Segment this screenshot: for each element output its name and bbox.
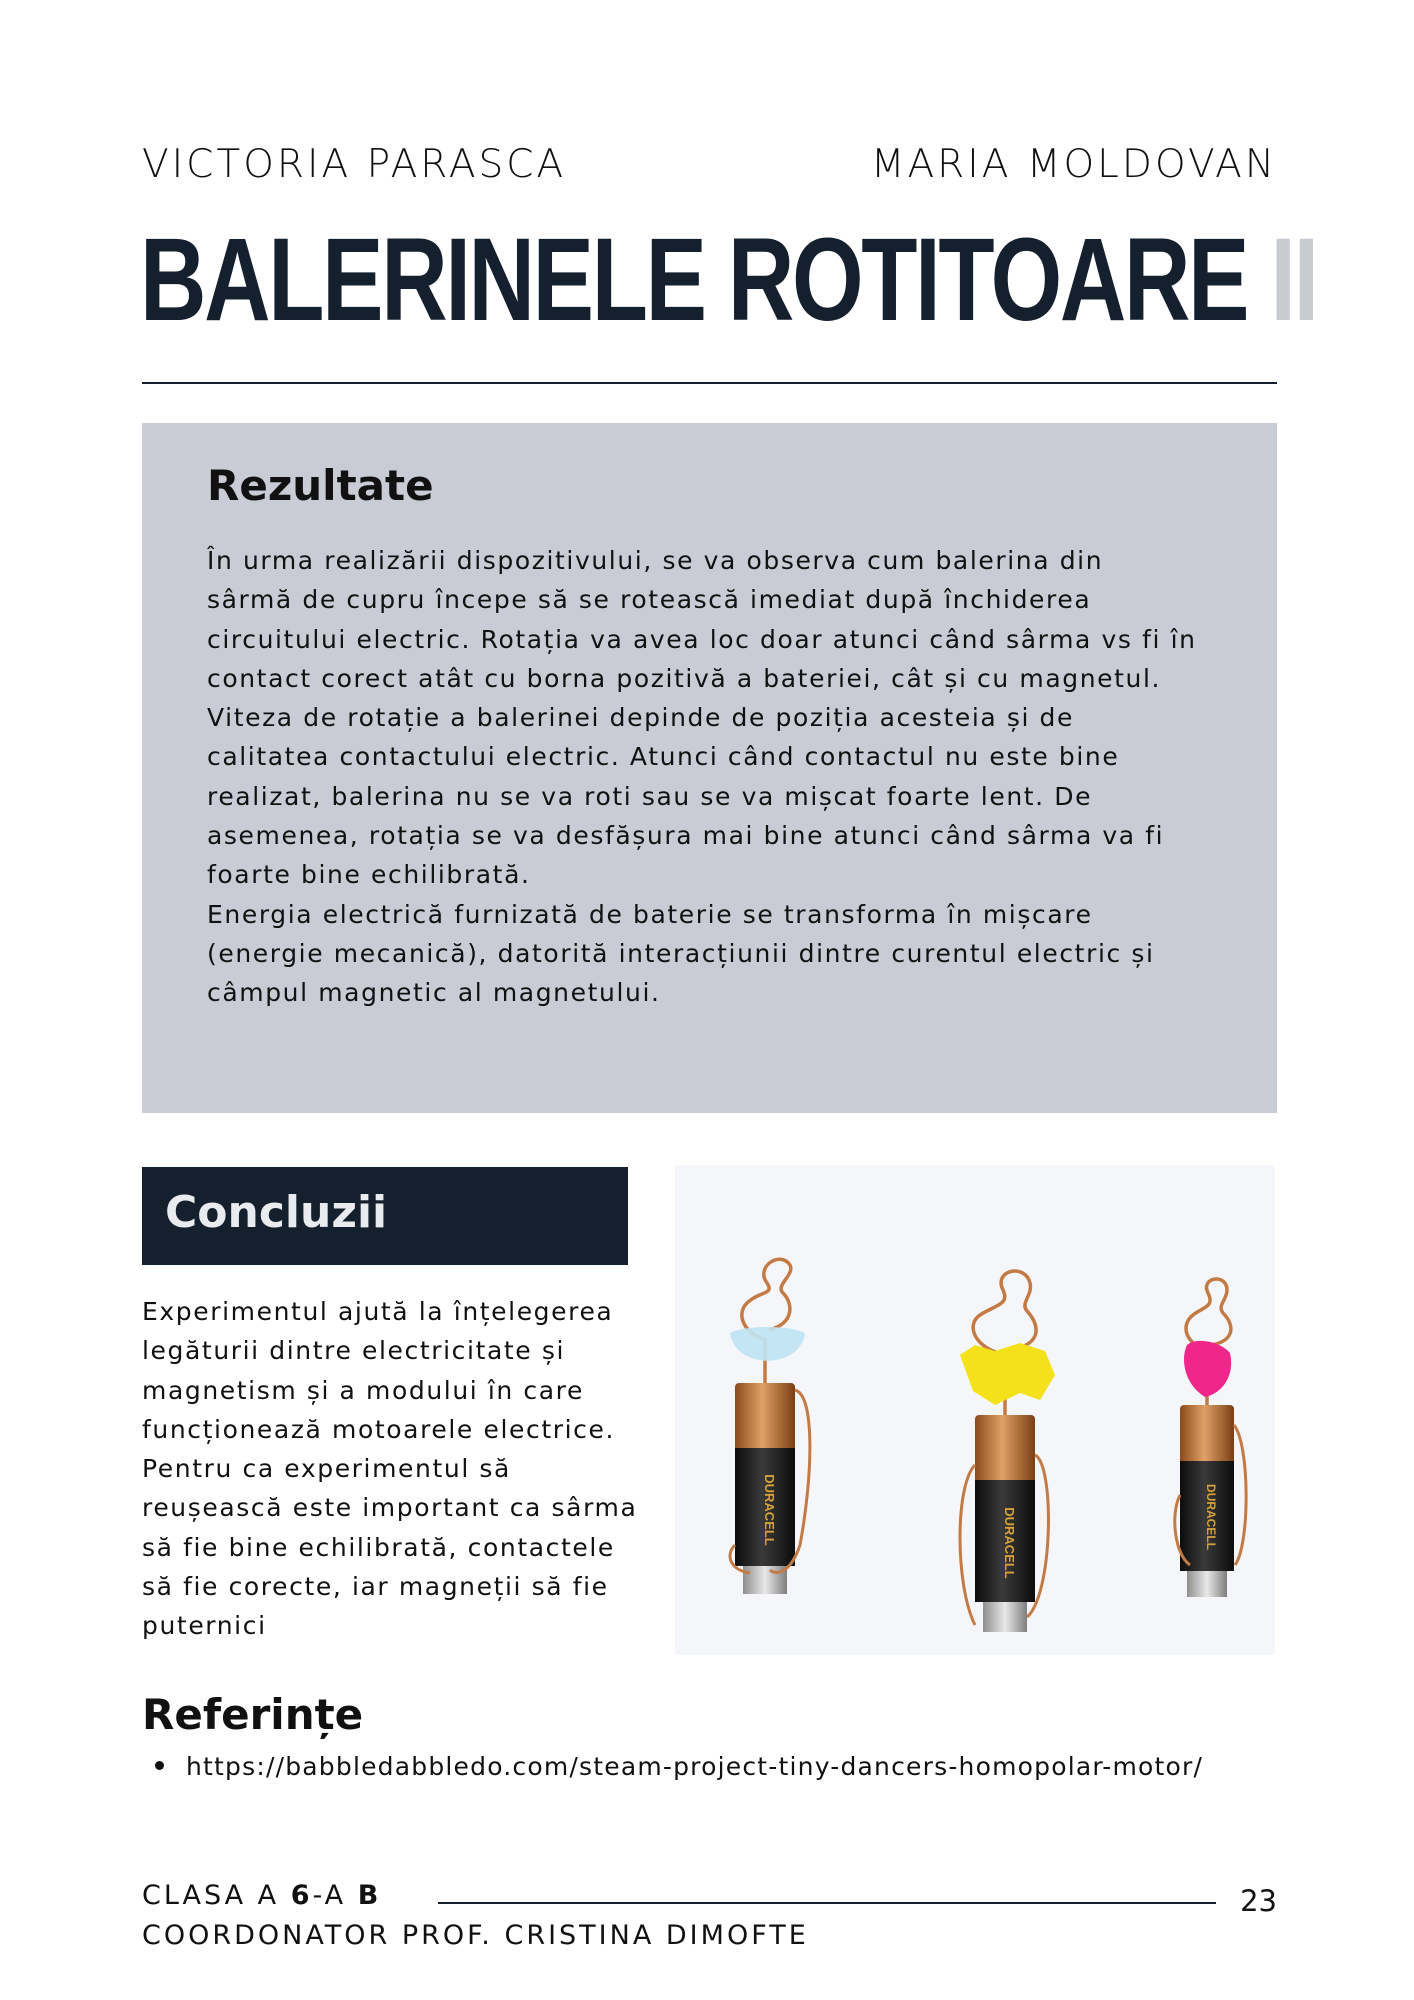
battery-label: DURACELL — [1002, 1507, 1017, 1579]
author-left: VICTORIA PARASCA — [142, 142, 567, 187]
dancer-pink — [1175, 1279, 1246, 1597]
dancer-blue — [730, 1259, 810, 1594]
dancer-yellow — [960, 1271, 1055, 1632]
page-title — [140, 214, 1317, 346]
footer-class-prefix: CLASA A — [142, 1880, 291, 1911]
results-paragraph: Energia electrică furnizată de baterie se transforma în mișcare (energie mecanică), datorită interacțiunii dintre curentul electric și câmpul magnetic al magnetului. — [207, 899, 1155, 1008]
results-heading: Rezultate — [207, 461, 434, 510]
footer-class-mid: -A — [312, 1880, 358, 1911]
references-list — [155, 1752, 1203, 1781]
reference-link[interactable]: https://babbledabbledo.com/steam-project-tiny-dancers-homopolar-motor/ — [186, 1752, 1204, 1781]
conclusions-text — [142, 1292, 642, 1646]
results-box — [142, 423, 1277, 1113]
footer-class-letter: B — [357, 1880, 382, 1911]
results-paragraph: În urma realizării dispozitivului, se va observa cum balerina din sârmă de cupru începe să se rotească imediat după închiderea circuitului electric. Rotația va avea loc doar atunci când sârma vs fi în contact corect atât cu borna pozitivă a bateriei, cât și cu magnetul. — [207, 546, 1197, 693]
bullet-icon — [155, 1761, 164, 1770]
author-right: MARIA MOLDOVAN — [870, 142, 1277, 187]
results-text — [207, 541, 1197, 1013]
results-paragraph: Viteza de rotație a balerinei depinde de poziția acesteia și de calitatea contactului electric. Atunci când contactul nu este bine realizat, balerina nu se va roti sau se va mișcat foarte lent. De asemenea, rotația se va desfășura mai bine atunci când sârma va fi foarte bine echilibrată. — [207, 703, 1165, 890]
references-heading: Referințe — [142, 1690, 364, 1739]
authors-row — [142, 142, 1277, 187]
ballerina-photo — [675, 1165, 1275, 1655]
conclusions-paragraph: Experimentul ajută la înțelegerea legăturii dintre electricitate și magnetism și a modului în care funcționează motoarele electrice. Pentru ca experimentul să reușească este important ca sârma să fie bine echilibrată, contactele să fie corecte, iar magneții să fie puternici — [142, 1297, 638, 1641]
battery-label: DURACELL — [762, 1474, 777, 1546]
conclusions-heading: Concluzii — [165, 1187, 388, 1238]
footer-divider — [438, 1902, 1216, 1904]
footer-class — [142, 1880, 381, 1911]
footer-class-number: 6 — [290, 1880, 313, 1911]
conclusions-header — [142, 1167, 628, 1265]
title-divider — [142, 382, 1277, 384]
title-main: BALERINELE ROTITOARE — [140, 214, 1248, 346]
footer-coordinator: COORDONATOR PROF. CRISTINA DIMOFTE — [142, 1920, 809, 1951]
title-numeral: II — [1270, 214, 1317, 346]
page-number: 23 — [1240, 1884, 1277, 1918]
battery-label: DURACELL — [1204, 1484, 1218, 1550]
